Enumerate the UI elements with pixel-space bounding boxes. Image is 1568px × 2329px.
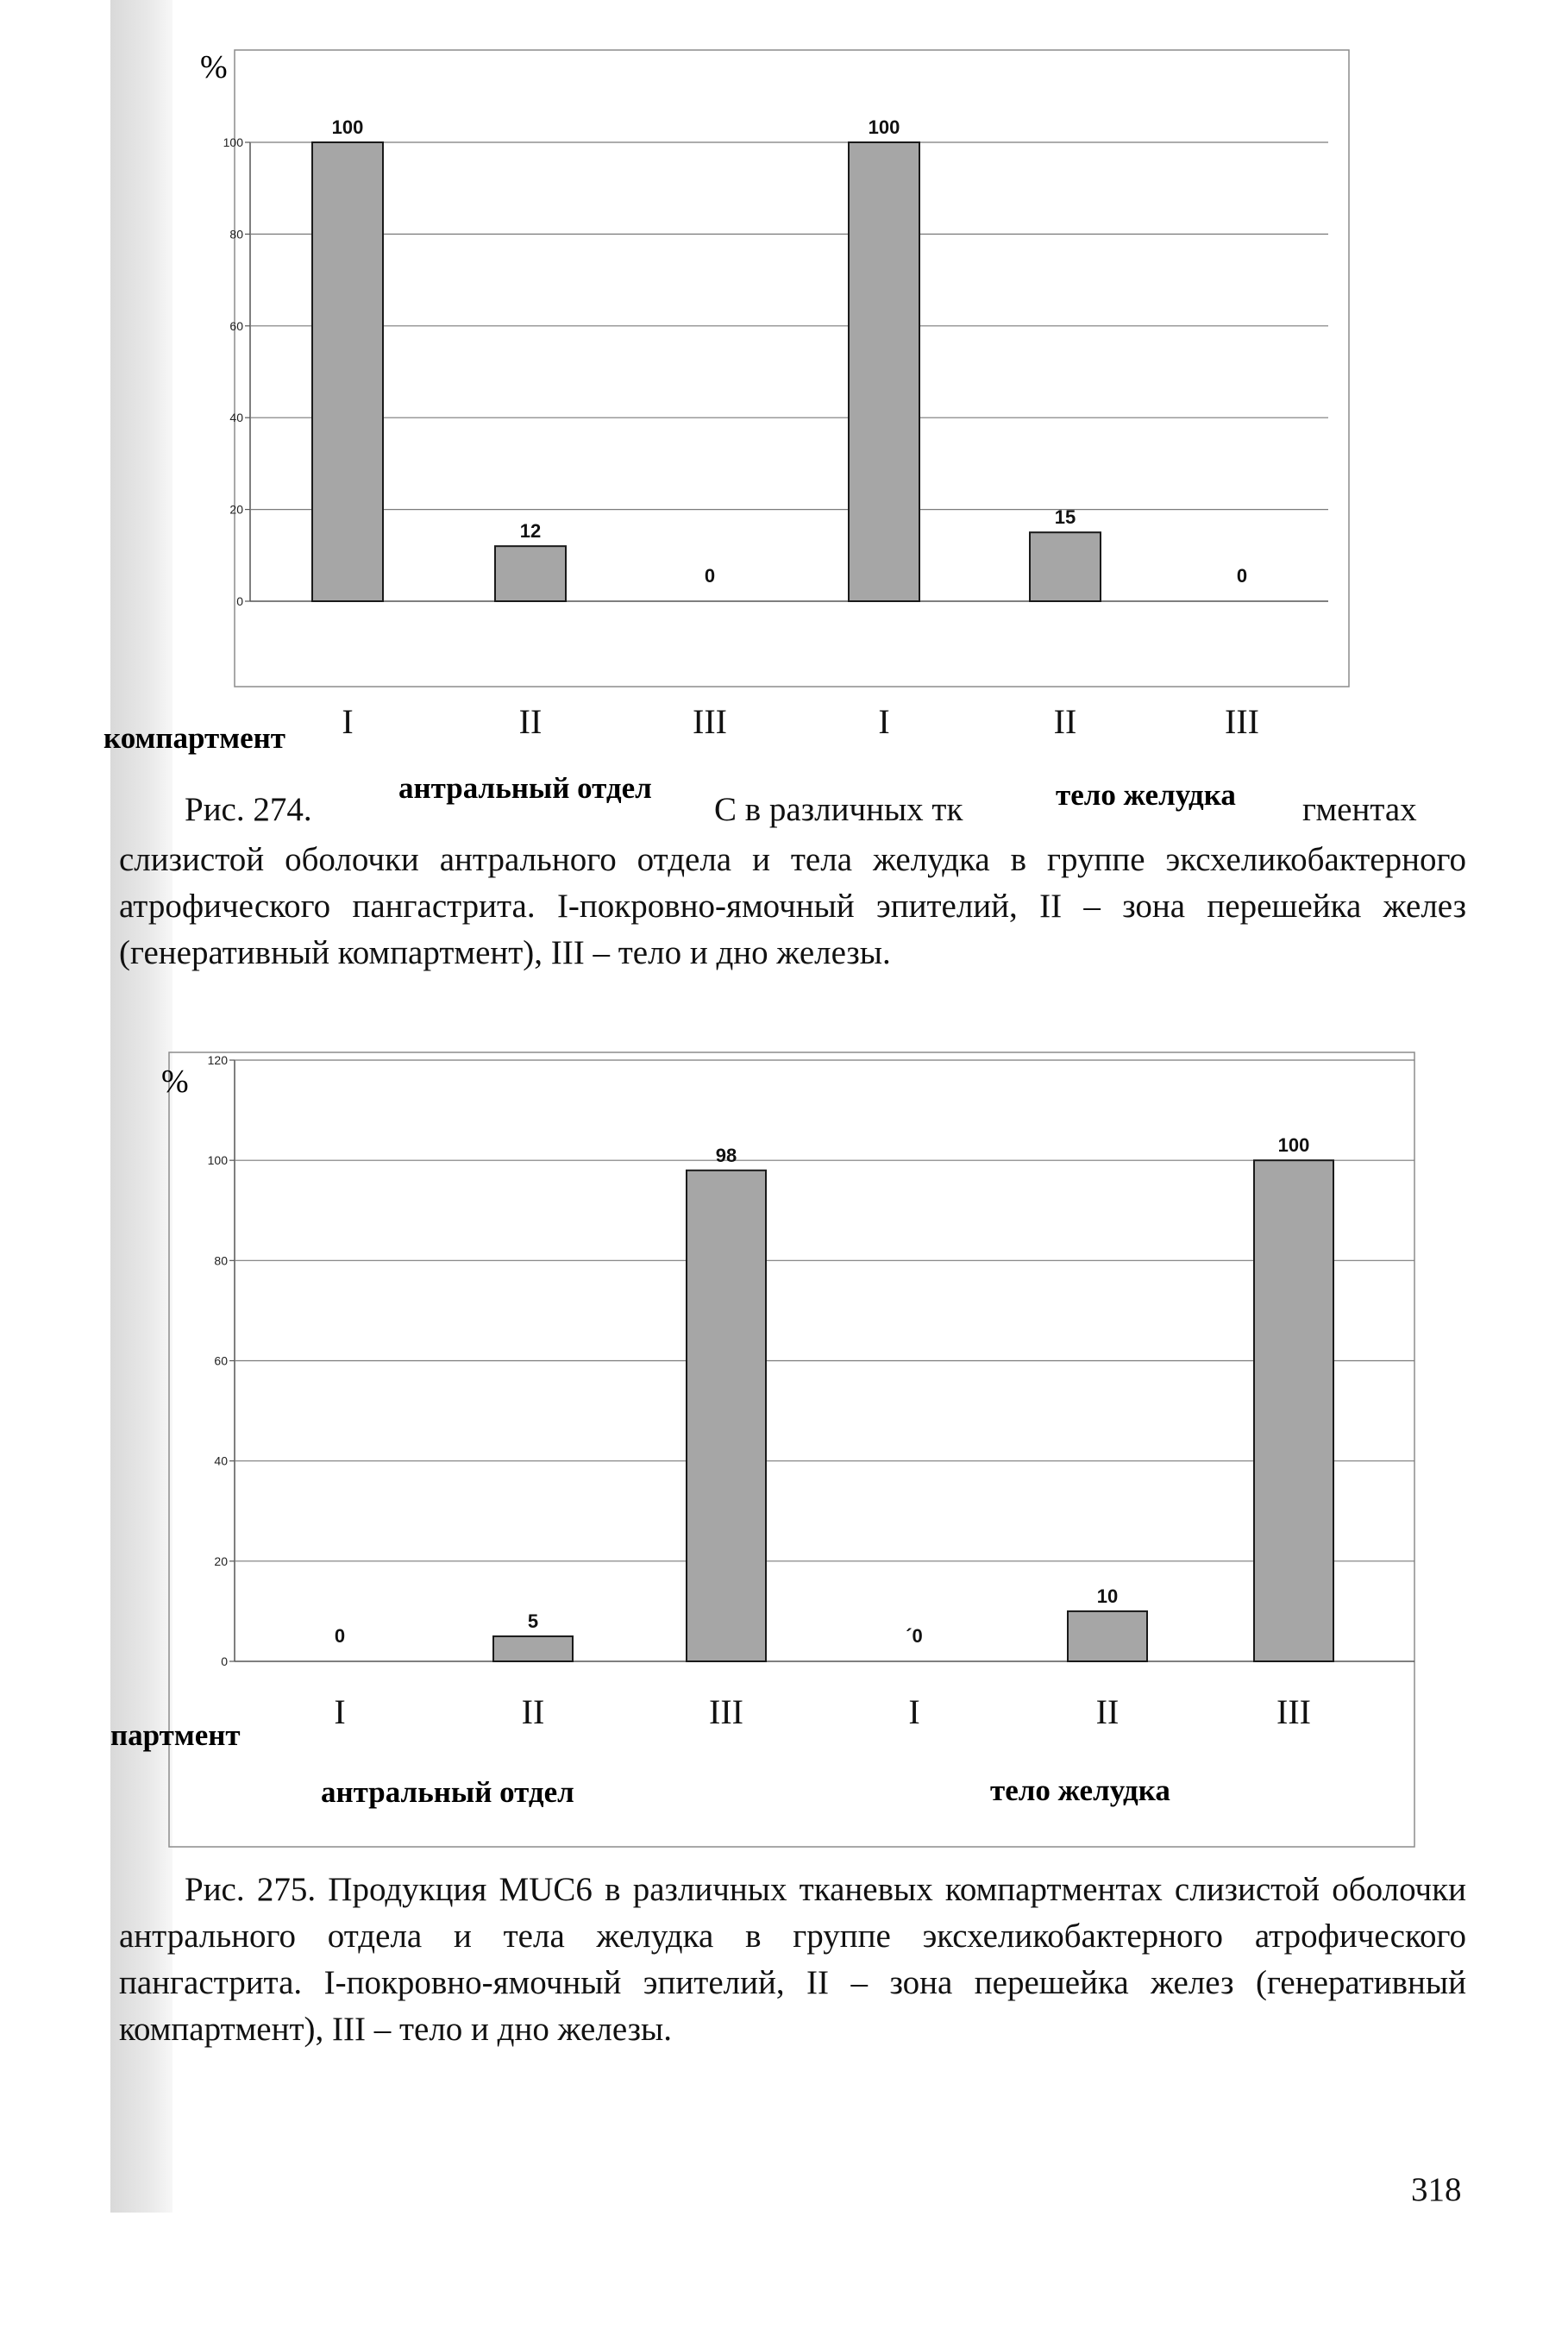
chart-2-x-category-label: I: [908, 1692, 920, 1731]
chart-2-ytick-label: 40: [214, 1453, 228, 1468]
chart-2-group-body: тело желудка: [990, 1773, 1170, 1807]
chart-1-ytick-label: 60: [229, 318, 243, 333]
chart-1-x-category-label: I: [342, 702, 354, 741]
chart-2-data-label: 98: [715, 1144, 737, 1166]
caption-274-fragment-1: С в различных тк: [714, 791, 963, 828]
chart-1-data-label: 0: [1236, 565, 1248, 587]
chart-1-group-antral: антральный отдел: [398, 771, 652, 805]
chart-2-x-category-label: II: [521, 1692, 545, 1731]
chart-2-ytick-label: 120: [207, 1053, 228, 1067]
chart-2-ytick-label: 100: [207, 1153, 228, 1168]
caption-274-start: Рис. 274.: [185, 791, 312, 828]
chart-1-compartment-label: компартмент: [103, 721, 285, 755]
chart-1-data-label: 15: [1054, 506, 1076, 529]
chart-2-group-antral: антральный отдел: [321, 1775, 574, 1809]
chart-1-data-label: 100: [331, 116, 364, 138]
chart-1-ytick-label: 0: [236, 594, 243, 608]
chart-1-ytick-label: 80: [229, 227, 243, 242]
page-number: 318: [1411, 2171, 1462, 2208]
caption-275: Рис. 275. Продукция MUC6 в различных тканевых компартментах слизистой оболочки антрального отдела и тела желудка в группе эксхеликобактерного атрофического пангастрита. I-покровно-ямочный эпителий, II – зона перешейка желез (генеративный компартмент), III – тело и дно железы.: [119, 1871, 1466, 2048]
chart-1-data-label: 12: [519, 520, 542, 543]
chart-2-data-label: 100: [1277, 1134, 1310, 1157]
chart-2-frame: [169, 1052, 1414, 1847]
chart-2-ytick-label: 20: [214, 1554, 228, 1568]
chart-1-x-category-label: III: [693, 702, 727, 741]
chart-1-ytick-label: 40: [229, 411, 243, 425]
chart-2-bar: [493, 1636, 573, 1661]
caption-274-fragment-2: гментах: [1302, 791, 1417, 828]
chart-2-bar: [1254, 1160, 1333, 1661]
chart-2-bar: [1068, 1611, 1147, 1661]
chart-1-ytick-label: 20: [229, 502, 243, 517]
chart-2-ytick-label: 0: [221, 1654, 228, 1668]
chart-1-ytick-label: 100: [223, 135, 243, 149]
chart-2-x-category-label: II: [1095, 1692, 1120, 1731]
chart-1-x-category-label: II: [518, 702, 543, 741]
chart-2-bar: [687, 1171, 766, 1661]
chart-2-x-category-label: I: [334, 1692, 346, 1731]
chart-2-ytick-label: 60: [214, 1353, 228, 1368]
chart-1-ylabel: %: [200, 49, 228, 85]
chart-2-data-label: 0: [334, 1625, 346, 1647]
chart-2-compartment-label: партмент: [110, 1718, 241, 1752]
chart-1-x-category-label: II: [1053, 702, 1077, 741]
chart-1-group-body: тело желудка: [1056, 778, 1236, 812]
caption-274-body: слизистой оболочки антрального отдела и тела желудка в группе эксхеликобактерного атрофического пангастрита. I-покровно-ямочный эпителий, II – зона перешейка желез (генеративный компартмент), III – тело и дно железы.: [119, 841, 1466, 971]
chart-1-data-label: 100: [868, 116, 900, 138]
chart-1-data-label: 0: [704, 565, 716, 587]
chart-2-ytick-label: 80: [214, 1253, 228, 1268]
chart-2-data-label: 10: [1096, 1585, 1119, 1607]
chart-1-x-category-label: I: [878, 702, 890, 741]
chart-2-x-category-label: III: [709, 1692, 743, 1731]
chart-2-x-category-label: III: [1276, 1692, 1311, 1731]
chart-2-ylabel: %: [161, 1064, 189, 1100]
chart-1-x-category-label: III: [1225, 702, 1259, 741]
chart-2-data-label: 5: [527, 1610, 539, 1632]
chart-2-data-label: ´0: [906, 1625, 923, 1647]
